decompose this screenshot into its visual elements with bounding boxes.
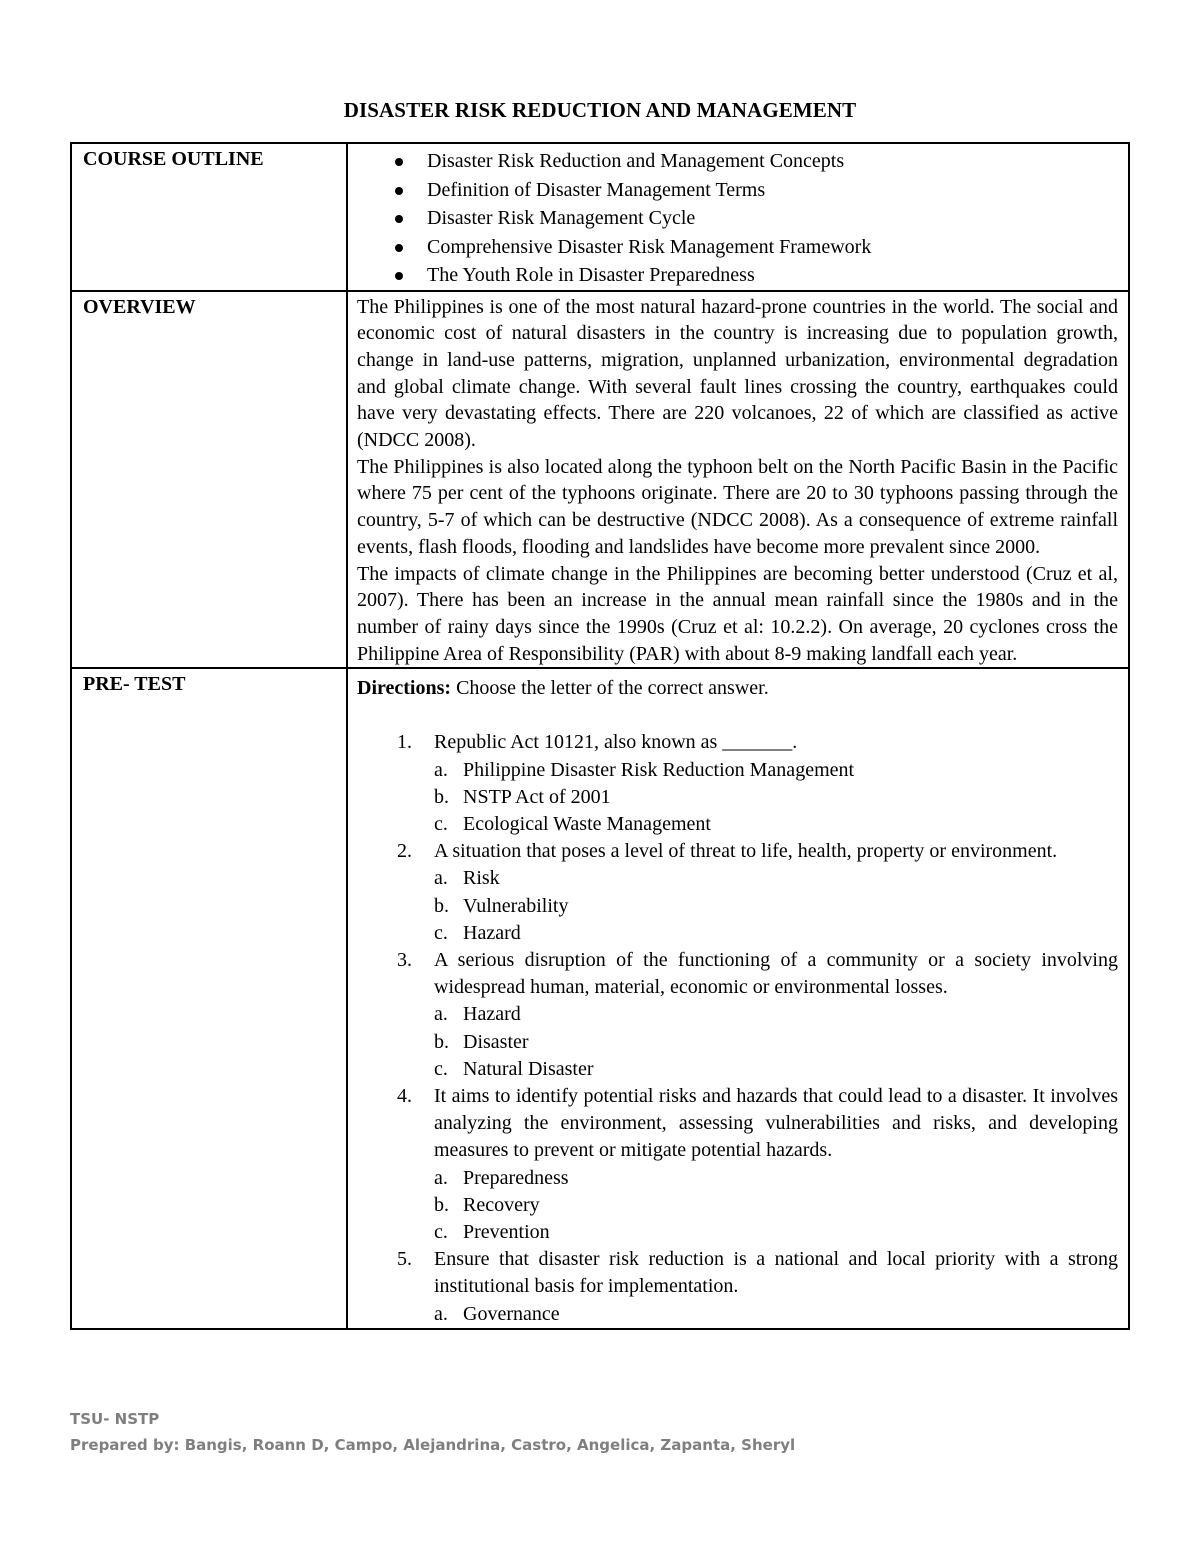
choice-letter: a.: [434, 867, 448, 890]
choice-text: Vulnerability: [463, 894, 569, 917]
choice-letter: a.: [434, 1302, 448, 1325]
outline-item: [357, 176, 1118, 205]
overview-row: [71, 291, 1129, 669]
choice-letter: a.: [434, 1003, 448, 1026]
choice-item: [434, 757, 1118, 784]
question-item: [357, 947, 1118, 1083]
choice-item: [434, 1001, 1118, 1028]
choice-text: Hazard: [463, 1003, 521, 1026]
choice-text: Hazard: [463, 921, 521, 944]
choice-text: Preparedness: [463, 1166, 569, 1189]
outline-item-text: Disaster Risk Reduction and Management Concepts: [427, 150, 845, 172]
overview-paragraph: The impacts of climate change in the Philippines are becoming better understood (Cruz et al, 2007). There has been an increase in the annual mean rainfall since the 1980s and in the number of rainy days since the 1990s (Cruz et al: 10.2.2). On average, 20 cyclones cross the Philippine Area of Responsibility (PAR) with about 8-9 making landfall each year.: [357, 562, 1118, 665]
course-outline-label: COURSE OUTLINE: [71, 143, 347, 291]
bullet-icon: [395, 244, 403, 252]
choice-letter: c.: [434, 1057, 448, 1080]
outline-item: [357, 261, 1118, 290]
choice-list: [434, 1165, 1118, 1247]
outline-item: [357, 204, 1118, 233]
bullet-icon: [395, 272, 403, 280]
outline-item: [357, 147, 1118, 176]
choice-item: [434, 1029, 1118, 1056]
page-title: DISASTER RISK REDUCTION AND MANAGEMENT: [343, 98, 857, 122]
choice-text: Disaster: [463, 1030, 529, 1053]
question-text: It aims to identify potential risks and hazards that could lead to a disaster. It involves analyzing the environment, assessing vulnerabilities and risks, and developing measures to prevent or mitigate potential hazards.: [434, 1084, 1118, 1162]
choice-letter: b.: [434, 894, 449, 917]
question-item: [357, 729, 1118, 838]
question-number: 4.: [397, 1084, 412, 1107]
footer-prepared-by: Prepared by: Bangis, Roann D, Campo, Alejandrina, Castro, Angelica, Zapanta, Sheryl: [70, 1436, 796, 1454]
choice-item: [434, 811, 1118, 838]
outline-item: [357, 233, 1118, 262]
choice-item: [434, 865, 1118, 892]
choice-letter: a.: [434, 1166, 448, 1189]
directions: [357, 675, 1118, 702]
bullet-icon: [395, 187, 403, 195]
choice-list: [434, 757, 1118, 839]
outline-item-text: Definition of Disaster Management Terms: [427, 178, 766, 201]
question-text: A situation that poses a level of threat to life, health, property or environment.: [434, 840, 1058, 863]
choice-item: [434, 1165, 1118, 1192]
question-number: 1.: [397, 731, 412, 754]
choice-item: [434, 784, 1118, 811]
choice-letter: b.: [434, 785, 449, 808]
question-number: 2.: [397, 840, 412, 863]
choice-list: [434, 865, 1118, 947]
course-table: [70, 142, 1130, 1330]
choice-item: [434, 920, 1118, 947]
choice-text: Recovery: [463, 1193, 540, 1216]
choice-letter: b.: [434, 1030, 449, 1053]
choice-text: Philippine Disaster Risk Reduction Management: [463, 758, 855, 781]
choice-item: [434, 893, 1118, 920]
overview-paragraph: The Philippines is also located along the typhoon belt on the North Pacific Basin in the Pacific where 75 per cent of the typhoons originate. There are 20 to 30 typhoons passing through the country, 5-7 of which can be destructive (NDCC 2008). As a consequence of extreme rainfall events, flash floods, flooding and landslides have become more prevalent since 2000.: [357, 455, 1118, 558]
question-text: Republic Act 10121, also known as _______.: [434, 731, 798, 754]
choice-text: NSTP Act of 2001: [463, 785, 611, 808]
choice-list: [434, 1301, 1118, 1328]
question-text: A serious disruption of the functioning of a community or a society involving widespread human, material, economic or environmental losses.: [434, 948, 1118, 999]
directions-text: Choose the letter of the correct answer.: [451, 677, 769, 700]
choice-text: Natural Disaster: [463, 1057, 594, 1080]
question-text: Ensure that disaster risk reduction is a national and local priority with a strong institutional basis for implementation.: [434, 1248, 1118, 1298]
choice-text: Prevention: [463, 1221, 550, 1243]
outline-item-text: Disaster Risk Management Cycle: [427, 207, 696, 229]
choice-letter: b.: [434, 1193, 449, 1216]
pre-test-label: PRE- TEST: [71, 668, 347, 1328]
question-item: [357, 1083, 1118, 1246]
choice-item: [434, 1301, 1118, 1328]
pre-test-content: [347, 668, 1129, 1328]
course-outline-content: [347, 143, 1129, 291]
choice-text: Risk: [463, 867, 500, 890]
overview-label: OVERVIEW: [71, 291, 347, 669]
question-number: 5.: [397, 1248, 412, 1271]
question-number: 3.: [397, 948, 412, 971]
directions-label: Directions:: [357, 677, 452, 700]
course-outline-list: [357, 147, 1118, 290]
overview-paragraph: The Philippines is one of the most natural hazard-prone countries in the world. The social and economic cost of natural disasters in the country is increasing due to population growth, change in land-use patterns, migration, unplanned urbanization, environmental degradation and global climate change. With several fault lines crossing the country, earthquakes could have very devastating effects. There are 220 volcanoes, 22 of which are classified as active (NDCC 2008).: [357, 295, 1118, 452]
choice-letter: a.: [434, 758, 448, 781]
choice-letter: c.: [434, 1221, 448, 1243]
choice-item: [434, 1192, 1118, 1219]
question-list: [357, 729, 1118, 1327]
choice-text: Ecological Waste Management: [463, 812, 711, 835]
choice-letter: c.: [434, 921, 448, 944]
choice-item: [434, 1219, 1118, 1246]
outline-item-text: Comprehensive Disaster Risk Management Framework: [427, 235, 872, 258]
overview-content: [347, 291, 1129, 669]
choice-text: Governance: [463, 1302, 560, 1325]
question-item: [357, 838, 1118, 947]
choice-item: [434, 1056, 1118, 1083]
pre-test-row: [71, 668, 1129, 1328]
course-outline-row: [71, 143, 1129, 291]
choice-letter: c.: [434, 812, 448, 835]
outline-item-text: The Youth Role in Disaster Preparedness: [427, 264, 755, 286]
bullet-icon: [395, 158, 403, 166]
choice-list: [434, 1001, 1118, 1083]
bullet-icon: [395, 215, 403, 223]
question-item: [357, 1246, 1118, 1328]
footer-org: TSU- NSTP: [70, 1410, 160, 1428]
